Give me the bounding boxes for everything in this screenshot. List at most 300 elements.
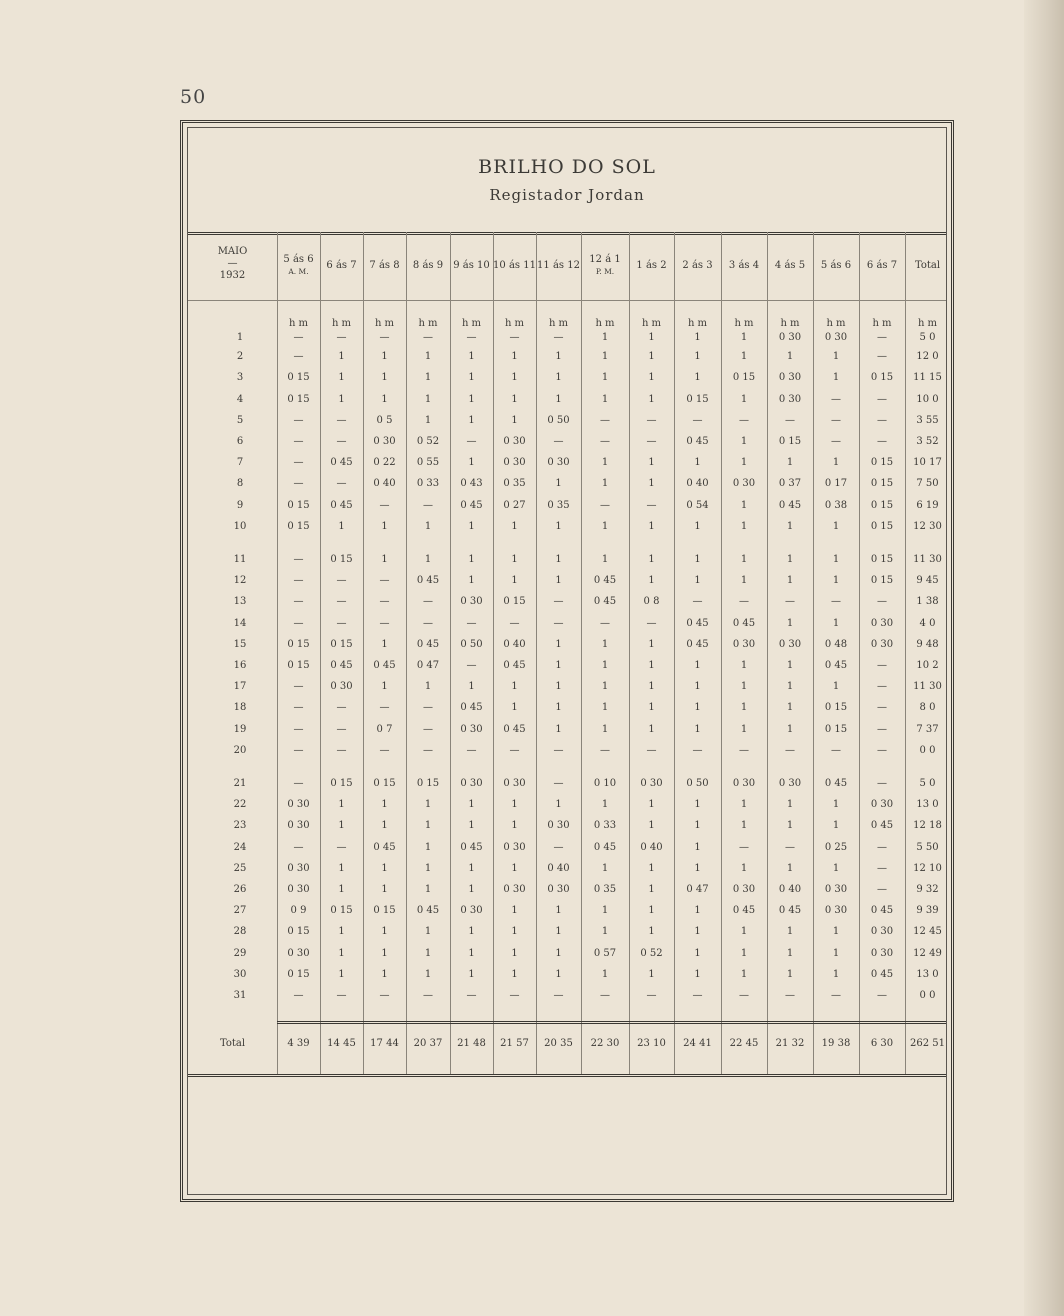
table-cell: 0 15 <box>287 926 310 938</box>
table-cell: 1 <box>601 393 609 405</box>
table-cell: 0 22 <box>373 457 396 469</box>
table-cell: — <box>553 617 564 629</box>
table-cell: 0 30 <box>503 436 526 447</box>
table-cell: 1 <box>648 478 655 490</box>
table-cell: 0 25 <box>824 841 848 853</box>
table-frame <box>180 120 954 1202</box>
table-cell: — <box>293 744 304 756</box>
table-cell: 0 30 <box>503 457 526 469</box>
table-cell: 1 <box>338 884 345 895</box>
table-cell: 0 37 <box>778 478 802 490</box>
table-cell: — <box>466 660 477 671</box>
day-label: 11 <box>233 554 247 565</box>
table-cell: — <box>293 457 304 469</box>
column-header-label: 12 á 1 <box>589 254 621 265</box>
table-cell: 0 45 <box>778 905 802 917</box>
table-cell: — <box>785 596 795 608</box>
table-cell: 5 50 <box>916 841 939 853</box>
table-cell: — <box>423 332 433 343</box>
column-header <box>721 260 767 272</box>
table-cell: — <box>423 744 433 756</box>
table-cell: 12 30 <box>913 520 942 532</box>
table-cell: 1 <box>381 554 388 565</box>
table-cell: 0 45 <box>593 841 617 853</box>
column-header <box>581 254 629 278</box>
table-cell: — <box>646 744 657 756</box>
table-cell: 1 <box>601 723 609 735</box>
table-cell: 0 30 <box>287 820 310 832</box>
table-cell: 9 48 <box>916 638 939 650</box>
table-cell: — <box>877 596 887 608</box>
table-cell: 0 45 <box>373 660 396 671</box>
column-header <box>450 260 493 272</box>
table-cell: 1 <box>511 520 518 532</box>
table-cell: 1 <box>694 351 701 363</box>
table-cell: — <box>466 332 477 343</box>
table-cell: 0 30 <box>547 884 570 895</box>
column-header-sub: A. M. <box>288 267 309 276</box>
total-cell: 262 51 <box>910 1038 945 1049</box>
table-cell: 0 45 <box>416 575 440 587</box>
table-cell: 1 <box>648 681 655 693</box>
table-cell: 0 15 <box>330 905 353 917</box>
table-cell: 0 15 <box>870 520 894 532</box>
column-header <box>536 260 581 272</box>
table-cell: 1 <box>511 702 518 714</box>
table-cell: — <box>739 744 749 756</box>
table-cell: — <box>423 499 433 511</box>
table-cell: 1 <box>468 862 475 874</box>
total-cell: 20 35 <box>544 1038 573 1049</box>
table-cell: — <box>336 414 347 426</box>
table-cell: 1 <box>468 393 475 405</box>
table-cell: 0 45 <box>778 499 802 511</box>
table-cell: — <box>379 499 390 511</box>
column-header <box>629 260 674 272</box>
table-cell: — <box>293 575 304 587</box>
table-cell: 1 <box>832 862 840 874</box>
table-cell: 1 <box>786 660 794 671</box>
table-cell: 5 0 <box>919 778 936 789</box>
table-cell: 0 30 <box>460 723 483 735</box>
table-cell: 1 <box>424 947 432 959</box>
table-cell: 1 <box>555 947 562 959</box>
table-cell: 1 <box>511 393 518 405</box>
total-cell: 14 45 <box>327 1038 356 1049</box>
table-cell: 0 47 <box>686 884 709 895</box>
table-cell: 1 <box>740 820 748 832</box>
table-cell: 1 <box>555 393 562 405</box>
table-cell: 1 <box>832 820 840 832</box>
table-cell: — <box>600 436 610 447</box>
day-label: 23 <box>233 820 247 832</box>
table-cell: 1 <box>424 393 432 405</box>
column-header <box>905 260 950 272</box>
table-cell: 1 <box>832 968 840 980</box>
table-cell: 1 <box>648 820 655 832</box>
unit-label: h m <box>641 318 662 329</box>
table-cell: — <box>553 436 564 447</box>
table-cell: 0 15 <box>287 638 310 650</box>
title-area <box>188 128 946 232</box>
table-cell: — <box>336 702 347 714</box>
table-cell: 1 <box>694 862 701 874</box>
table-cell: 1 <box>601 968 609 980</box>
table-cell: — <box>877 351 887 363</box>
table-cell: — <box>600 744 610 756</box>
column-header-label: 6 ás 7 <box>866 260 898 271</box>
table-cell: 0 5 <box>376 414 393 426</box>
table-cell: 0 40 <box>373 478 396 490</box>
table-cell: 1 <box>601 702 609 714</box>
table-cell: 1 <box>694 968 701 980</box>
table-cell: 1 <box>468 820 475 832</box>
day-label: 4 <box>236 393 244 405</box>
table-cell: 1 <box>555 554 562 565</box>
table-cell: — <box>646 436 657 447</box>
table-cell: 1 <box>786 520 794 532</box>
table-cell: 7 37 <box>916 723 939 735</box>
table-cell: 1 <box>338 351 345 363</box>
table-cell: 1 <box>648 520 655 532</box>
table-cell: 12 49 <box>913 947 942 959</box>
day-label: 7 <box>236 457 244 469</box>
table-cell: — <box>336 575 347 587</box>
table-cell: — <box>336 617 347 629</box>
table-cell: 1 <box>648 457 655 469</box>
table-cell: 1 <box>786 702 794 714</box>
table-cell: 1 <box>694 723 701 735</box>
table-cell: 1 <box>338 947 345 959</box>
table-cell: — <box>646 414 657 426</box>
table-cell: — <box>293 617 304 629</box>
table-cell: 0 30 <box>732 638 756 650</box>
table-cell: 1 <box>740 520 748 532</box>
table-cell: 1 <box>648 905 655 917</box>
table-cell: 1 <box>555 660 562 671</box>
table-cell: 1 <box>555 723 562 735</box>
table-cell: — <box>293 414 304 426</box>
table-cell: 0 15 <box>287 393 310 405</box>
table-cell: 1 <box>740 499 748 511</box>
day-label: 26 <box>233 884 247 895</box>
table-cell: — <box>877 436 887 447</box>
table-cell: 1 <box>381 926 388 938</box>
table-cell: 1 <box>648 660 655 671</box>
table-cell: 0 45 <box>732 617 756 629</box>
table-cell: — <box>423 617 433 629</box>
table-cell: 1 <box>786 820 794 832</box>
table-cell: 1 <box>511 862 518 874</box>
table-cell: 0 15 <box>503 596 526 608</box>
table-cell: 1 <box>694 702 701 714</box>
table-cell: 0 50 <box>460 638 483 650</box>
unit-label: h m <box>687 318 708 329</box>
table-cell: — <box>379 990 390 1001</box>
table-cell: 0 15 <box>870 499 894 511</box>
table-cell: 0 27 <box>503 499 526 511</box>
table-cell: 1 <box>740 351 748 363</box>
table-cell: 1 <box>832 457 840 469</box>
table-cell: 1 <box>601 638 609 650</box>
table-title: BRILHO DO SOL <box>478 156 656 178</box>
table-cell: — <box>877 723 887 735</box>
table-cell: 0 15 <box>330 554 353 565</box>
table-cell: — <box>293 990 304 1001</box>
day-label: 15 <box>233 638 247 650</box>
column-header <box>767 260 813 272</box>
unit-label: h m <box>374 318 395 329</box>
table-cell: 0 30 <box>778 393 802 405</box>
table-cell: 1 <box>694 926 701 938</box>
table-cell: 1 <box>832 926 840 938</box>
day-label: 18 <box>233 702 247 714</box>
day-label: 8 <box>236 478 244 490</box>
table-cell: 1 <box>786 351 794 363</box>
table-cell: 1 <box>424 884 432 895</box>
table-cell: 1 <box>468 372 475 384</box>
month-header-line3: 1932 <box>219 270 246 281</box>
table-cell: 1 <box>511 799 518 811</box>
table-cell: — <box>877 332 887 343</box>
table-cell: 10 17 <box>913 457 942 469</box>
table-cell: 1 <box>648 926 655 938</box>
day-label: 3 <box>236 372 244 384</box>
table-cell: 0 30 <box>732 884 756 895</box>
table-cell: 1 <box>648 575 655 587</box>
table-cell: 0 30 <box>640 778 663 789</box>
table-cell: — <box>293 841 304 853</box>
table-cell: 1 <box>468 884 475 895</box>
table-cell: 1 <box>601 554 609 565</box>
column-header-label: 10 ás 11 <box>493 260 536 271</box>
table-cell: 1 <box>468 520 475 532</box>
table-cell: 1 <box>601 457 609 469</box>
table-cell: 1 <box>381 884 388 895</box>
total-cell: 6 30 <box>870 1038 894 1049</box>
table-cell: 1 <box>694 681 701 693</box>
table-cell: — <box>336 723 347 735</box>
table-cell: 0 15 <box>287 520 310 532</box>
table-cell: 1 <box>511 947 518 959</box>
day-label: 1 <box>236 332 244 343</box>
table-cell: 1 <box>511 926 518 938</box>
table-cell: 0 57 <box>593 947 617 959</box>
table-cell: 0 45 <box>870 968 894 980</box>
table-cell: 1 <box>786 681 794 693</box>
table-cell: 1 <box>694 575 701 587</box>
table-cell: 11 30 <box>913 554 942 565</box>
table-cell: — <box>336 478 347 490</box>
table-cell: 1 <box>786 926 794 938</box>
table-cell: 1 <box>468 575 475 587</box>
table-cell: — <box>877 862 887 874</box>
table-cell: 0 30 <box>824 884 848 895</box>
unit-label: h m <box>917 318 938 329</box>
table-cell: 1 <box>740 660 748 671</box>
table-cell: 0 15 <box>287 968 310 980</box>
table-cell: 1 <box>381 947 388 959</box>
day-label: 30 <box>233 968 247 980</box>
unit-label: h m <box>595 318 615 329</box>
table-cell: 13 0 <box>916 799 939 811</box>
total-cell: 21 57 <box>500 1038 529 1049</box>
table-cell: 1 <box>511 554 518 565</box>
table-cell: — <box>877 393 887 405</box>
table-cell: 1 <box>648 702 655 714</box>
table-cell: 0 15 <box>287 660 310 671</box>
table-cell: — <box>293 351 304 363</box>
table-cell: 0 45 <box>460 841 483 853</box>
table-cell: 0 30 <box>778 332 802 343</box>
table-cell: 1 <box>601 926 609 938</box>
table-cell: — <box>877 778 887 789</box>
table-cell: — <box>785 990 795 1001</box>
table-cell: 0 52 <box>640 947 663 959</box>
table-cell: 1 38 <box>916 596 939 608</box>
table-cell: 0 45 <box>416 638 440 650</box>
table-cell: 1 <box>832 617 840 629</box>
table-cell: — <box>293 436 304 447</box>
column-header <box>674 260 721 272</box>
table-cell: 12 10 <box>913 862 942 874</box>
table-cell: — <box>336 841 347 853</box>
table-cell: — <box>692 990 703 1001</box>
day-label: 20 <box>233 744 247 756</box>
table-cell: 0 45 <box>416 905 440 917</box>
table-cell: 1 <box>694 660 701 671</box>
table-cell: — <box>553 841 564 853</box>
table-cell: 1 <box>511 820 518 832</box>
table-cell: 1 <box>381 372 388 384</box>
table-cell: 0 45 <box>460 499 483 511</box>
table-cell: 0 48 <box>824 638 848 650</box>
table-cell: 0 30 <box>870 617 894 629</box>
table-subtitle: Registador Jordan <box>489 186 645 204</box>
table-cell: 11 30 <box>913 681 942 693</box>
total-cell: 17 44 <box>370 1038 399 1049</box>
day-label: 28 <box>233 926 247 938</box>
column-header-label: 9 ás 10 <box>453 260 490 271</box>
table-cell: 1 <box>424 820 432 832</box>
table-cell: 1 <box>424 841 432 853</box>
table-cell: — <box>423 596 433 608</box>
table-cell: 0 15 <box>330 638 353 650</box>
table-cell: 1 <box>468 926 475 938</box>
table-cell: 0 35 <box>547 499 570 511</box>
table-cell: 1 <box>832 372 840 384</box>
table-cell: 0 15 <box>330 778 353 789</box>
table-cell: 1 <box>786 947 794 959</box>
day-label: 5 <box>236 414 244 426</box>
table-cell: 0 15 <box>870 478 894 490</box>
day-label: 22 <box>233 799 247 811</box>
table-cell: 0 40 <box>547 862 570 874</box>
table-cell: 0 55 <box>416 457 440 469</box>
title-rule <box>188 232 946 235</box>
table-cell: 1 <box>468 457 475 469</box>
table-cell: 1 <box>648 884 655 895</box>
table-cell: 0 45 <box>593 575 617 587</box>
column-header-label: 7 ás 8 <box>369 260 400 271</box>
table-cell: — <box>336 990 347 1001</box>
unit-label: h m <box>548 318 569 329</box>
unit-label: h m <box>288 318 309 329</box>
table-cell: 1 <box>740 947 748 959</box>
table-cell: 0 15 <box>870 457 894 469</box>
table-cell: 0 7 <box>376 723 393 735</box>
table-cell: — <box>831 596 841 608</box>
table-cell: — <box>877 990 887 1001</box>
column-header-label: 6 ás 7 <box>326 260 357 271</box>
table-cell: 1 <box>786 799 794 811</box>
table-cell: 0 30 <box>732 478 756 490</box>
table-cell: — <box>379 702 390 714</box>
table-cell: — <box>646 499 657 511</box>
table-cell: 0 43 <box>460 478 483 490</box>
table-cell: 9 45 <box>916 575 939 587</box>
table-cell: 1 <box>694 841 701 853</box>
table-cell: 0 45 <box>686 436 709 447</box>
table-cell: 1 <box>740 862 748 874</box>
table-cell: 11 15 <box>913 372 942 384</box>
table-cell: 1 <box>511 351 518 363</box>
total-rule <box>277 1021 946 1024</box>
table-cell: 0 45 <box>460 702 483 714</box>
table-cell: 0 45 <box>330 660 353 671</box>
table-cell: — <box>293 681 304 693</box>
day-label: 14 <box>233 617 247 629</box>
table-cell: 0 30 <box>870 926 894 938</box>
unit-label: h m <box>461 318 482 329</box>
table-cell: 0 35 <box>503 478 526 490</box>
table-cell: 1 <box>338 968 345 980</box>
table-cell: 13 0 <box>916 968 939 980</box>
table-cell: 0 30 <box>287 799 310 811</box>
unit-label: h m <box>504 318 525 329</box>
day-label: 9 <box>236 499 244 511</box>
table-cell: 1 <box>694 905 701 917</box>
table-cell: 1 <box>381 681 388 693</box>
table-cell: 0 30 <box>330 681 353 693</box>
table-cell: 1 <box>601 478 609 490</box>
table-cell: 10 2 <box>916 660 939 671</box>
table-cell: — <box>877 660 887 671</box>
table-cell: 1 <box>740 968 748 980</box>
total-cell: 21 48 <box>457 1038 486 1049</box>
table-cell: 1 <box>555 702 562 714</box>
table-cell: 4 0 <box>919 617 936 629</box>
column-header-label: 5 ás 6 <box>820 260 852 271</box>
table-cell: — <box>423 990 433 1001</box>
table-cell: 1 <box>740 926 748 938</box>
table-cell: 0 30 <box>373 436 396 447</box>
table-cell: — <box>831 744 841 756</box>
table-cell: 1 <box>555 478 562 490</box>
table-cell: 1 <box>832 681 840 693</box>
table-cell: 1 <box>468 554 475 565</box>
table-cell: 1 <box>555 638 562 650</box>
table-cell: 0 15 <box>373 905 396 917</box>
table-cell: 1 <box>832 520 840 532</box>
table-cell: — <box>553 332 564 343</box>
total-label: Total <box>219 1038 246 1049</box>
table-cell: 1 <box>601 681 609 693</box>
table-cell: 1 <box>424 554 432 565</box>
table-cell: 1 <box>786 554 794 565</box>
table-cell: 1 <box>601 660 609 671</box>
table-cell: 1 <box>832 575 840 587</box>
